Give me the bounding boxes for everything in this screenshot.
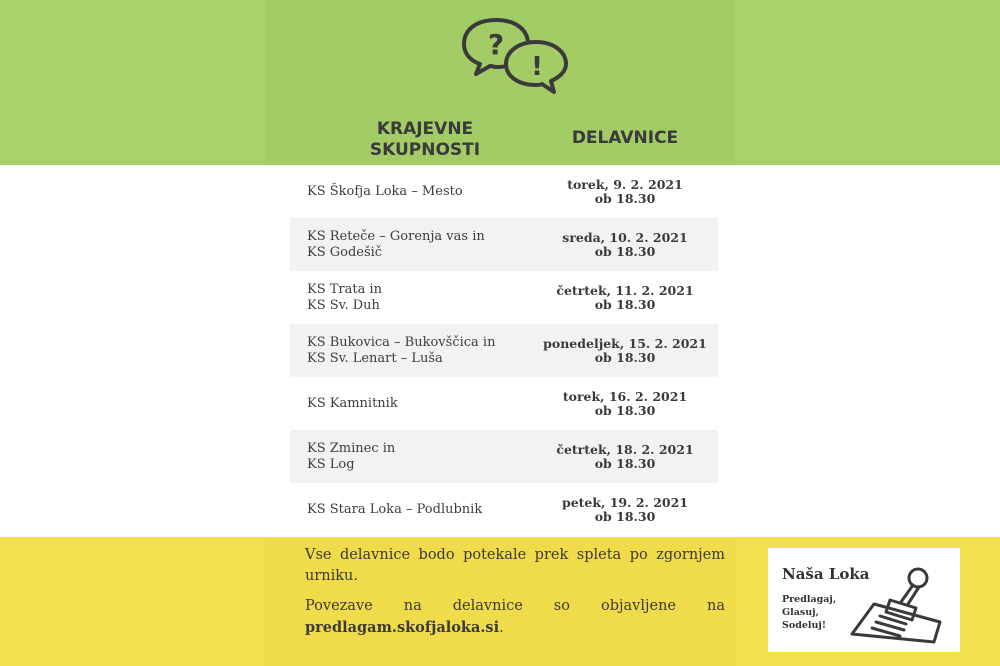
column-header-communities <box>330 119 520 161</box>
svg-text:!: ! <box>531 52 543 82</box>
community-name-line: KS Reteče – Gorenja vas in <box>307 228 485 244</box>
community-name-line: KS Log <box>307 456 355 472</box>
community-name-line: KS Kamnitnik <box>307 395 398 411</box>
workshop-date <box>535 324 715 377</box>
table-row <box>290 218 718 271</box>
header-line: KRAJEVNE <box>376 119 474 139</box>
community-name <box>307 271 537 324</box>
community-name-line: KS Sv. Duh <box>307 297 380 313</box>
time-text: ob 18.30 <box>594 402 656 418</box>
community-name-line: KS Stara Loka – Podlubnik <box>307 501 483 517</box>
workshop-date <box>535 165 715 218</box>
date-text: četrtek, 11. 2. 2021 <box>556 282 694 298</box>
table-row <box>290 165 718 218</box>
website-link[interactable]: predlagam.skofjaloka.si <box>305 619 500 636</box>
links-note-period: . <box>499 620 504 636</box>
community-name <box>307 430 537 483</box>
tagline-line: Sodeluj! <box>782 620 827 631</box>
community-name-line: KS Sv. Lenart – Luša <box>307 350 443 366</box>
date-text: torek, 16. 2. 2021 <box>562 388 688 404</box>
workshop-date <box>535 218 715 271</box>
logo-title: Naša Loka <box>782 565 870 583</box>
workshop-date <box>535 483 715 536</box>
time-text: ob 18.30 <box>594 349 656 365</box>
community-name-line: KS Godešič <box>307 244 383 260</box>
community-name-line: KS Trata in <box>307 281 383 297</box>
logo-tagline <box>782 593 852 632</box>
column-header-workshops: DELAVNICE <box>571 128 679 148</box>
chat-bubbles-icon <box>458 14 578 94</box>
community-name-line: KS Škofja Loka – Mesto <box>307 183 463 199</box>
date-text: petek, 19. 2. 2021 <box>561 494 689 510</box>
community-name <box>307 218 537 271</box>
community-name <box>307 165 537 218</box>
date-text: torek, 9. 2. 2021 <box>567 176 683 192</box>
table-row <box>290 324 718 377</box>
date-text: četrtek, 18. 2. 2021 <box>556 441 694 457</box>
table-row <box>290 271 718 324</box>
community-name <box>307 324 537 377</box>
time-text: ob 18.30 <box>594 296 656 312</box>
time-text: ob 18.30 <box>594 243 656 259</box>
date-text: ponedeljek, 15. 2. 2021 <box>543 335 707 351</box>
workshop-date <box>535 271 715 324</box>
community-name-line: KS Zminec in <box>307 440 396 456</box>
community-name <box>307 377 537 430</box>
date-text: sreda, 10. 2. 2021 <box>562 229 688 245</box>
time-text: ob 18.30 <box>594 455 656 471</box>
community-name-line: KS Bukovica – Bukovščica in <box>307 334 496 350</box>
time-text: ob 18.30 <box>594 508 656 524</box>
community-name <box>307 483 537 536</box>
online-note: Vse delavnice bodo potekale prek spleta po zgornjem urniku. <box>305 547 725 584</box>
workshop-date <box>535 377 715 430</box>
svg-text:?: ? <box>487 28 505 61</box>
nasa-loka-logo <box>768 548 960 652</box>
workshop-date <box>535 430 715 483</box>
table-row <box>290 430 718 483</box>
time-text: ob 18.30 <box>594 190 656 206</box>
stamp-icon <box>846 564 950 648</box>
links-note <box>305 596 725 639</box>
tagline-line: Predlagaj, <box>782 594 837 605</box>
links-note-text: Povezave na delavnice so objavljene na <box>305 598 725 614</box>
tagline-line: Glasuj, <box>782 607 819 618</box>
schedule-table <box>290 165 718 536</box>
table-row <box>290 377 718 430</box>
header-line: SKUPNOSTI <box>369 140 481 160</box>
table-row <box>290 483 718 536</box>
